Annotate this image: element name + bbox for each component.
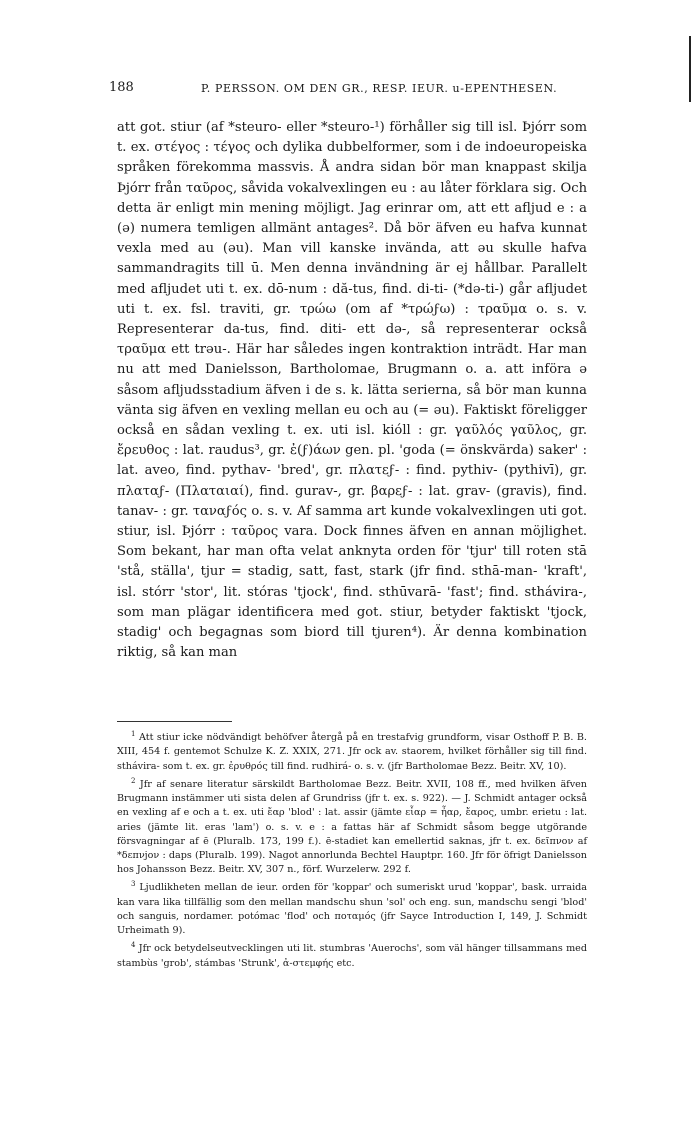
footnote-mark: 1 xyxy=(131,730,136,738)
footnote-text: Ljudlikheten mellan de ieur. orden för 'koppar' och sumeriskt urud 'koppar', bask. urraida kan vara lika tillfällig som den mellan mandschu shun 'sol' och eng. sun, mandschu sengi 'blod' och sanguis, nordamer. potómac 'flod' och ποταμός (jfr Sayce Introduction I, 149, J. Schmidt Urheimath 9). xyxy=(117,882,587,937)
footnote-mark: 3 xyxy=(131,880,136,889)
footnote-1 xyxy=(117,727,587,774)
footnote-text: Att stiur icke nödvändigt behöfver återgå på en trestafvig grundform, visar Osthoff P. B. B. XIII, 454 f. gentemot Schulze K. Z. XXIX, 271. Jfr ock av. staorem, hvilket förhåller sig till find. sthávira- som t. ex. gr. ἐρυθρός till find. rudhirá- o. s. v. (jfr Bartholomae Bezz. Beitr. XV, 10). xyxy=(117,732,587,772)
margin-rule xyxy=(689,36,691,102)
footnote-mark: 2 xyxy=(131,776,136,785)
body-paragraph: att got. stiur (af *steuro- eller *steuro-¹) förhåller sig till isl. Þjórr som t. ex. στέγος : τέγος och dylika dubbelformer, som i de indoeuropeiska språken förekomma massvis. Å andra sidan bör man knappast skilja Þjórr från ταῦρος, såvida vokalvexlingen eu : au låter förklara sig. Och detta är enligt min mening möjligt. Jag erinrar om, att ett afljud e : a (ə) numera temligen allmänt antages². Då bör äfven eu hafva kunnat vexla med au (əu). Man vill kanske invända, att əu skulle hafva sammandragits till ū. Men denna invändning är ej hållbar. Parallelt med afljudet uti t. ex. dō-num : dă-tus, find. di-ti- (*də-ti-) går afljudet uti t. ex. fsl. traviti, gr. τρώω (om af *τρώϝω) : τραῦμα o. s. v. Representerar da-tus, find. diti- ett də-, så representerar också τραῦμα ett trəu-. Här har således ingen kontraktion inträdt. Har man nu att med Danielsson, Bartholomae, Brugmann o. a. att införa ə såsom afljudsstadium äfven i de s. k. lätta serierna, så bör man kunna vänta sig äfven en vexling mellan eu och au (= əu). Faktiskt föreligger också en sådan vexling t. ex. uti isl. kióll : gr. γαῦλός γαῦλος, gr. ἔρευθος : lat. raudus³, gr. ἐ(ϝ)άων gen. pl. 'goda (= önskvärda) saker' : lat. aveo, find. pythav- 'bred', gr. πλατεϝ- : find. pythiv- (pythivī), gr. πλαταϝ- (Πλαταιαί), find. gurav-, gr. βαρεϝ- : lat. grav- (gravis), find. tanav- : gr. ταναϝός o. s. v. Af samma art kunde vokalvexlingen uti got. stiur, isl. Þjórr : ταῦρος vara. Dock finnes äfven en annan möjlighet. Som bekant, har man ofta velat anknyta orden för 'tjur' till roten stā 'stå, ställa', tjur = stadig, satt, fast, stark (jfr find. sthā-man- 'kraft', isl. stórr 'stor', lit. stóras 'tjock', find. sthūvarā- 'fast'; find. sthávira-, som man plägar identificera med got. stiur, betyder faktiskt 'tjock, stadig' och begagnas som biord till tjuren⁴). Är denna kombination riktig, så kan man xyxy=(117,120,588,661)
footnote-divider xyxy=(117,721,232,722)
running-head: P. PERSSON. OM DEN GR., RESP. IEUR. u-EPENTHESEN. xyxy=(201,82,558,95)
page-header xyxy=(109,78,589,98)
page-number: 188 xyxy=(109,80,134,95)
body-text xyxy=(117,118,587,663)
footnote-3 xyxy=(117,877,587,938)
footnote-text: Jfr af senare literatur särskildt Bartholomae Bezz. Beitr. XVII, 108 ff., med hvilken äfven Brugmann instämmer uti sista delen af Grundriss (jfr t. ex. s. 922). — J. Schmidt antager också en vexling af e och a t. ex. uti ἔαρ 'blod' : lat. assir (jämte εἶαρ = ἦαρ, ἔαρος, umbr. erietu : lat. aries (jämte lit. eras 'lam') o. s. v. e : a fattas här af Schmidt såsom begge utgörande försvagningar af ē (Pluralb. 173, 199 f.). ē-stadiet kan emellertid saknas, jfr t. ex. δεῖπνον af *δεπνjον : daps (Pluralb. 199). Nagot annorlunda Bechtel Hauptpr. 160. Jfr för öfrigt Danielsson hos Johansson Bezz. Beitr. XV, 307 n., förf. Wurzelerw. 292 f. xyxy=(117,778,587,876)
footnote-2 xyxy=(117,774,587,878)
footnotes xyxy=(117,727,587,971)
footnote-text: Jfr ock betydelseutvecklingen uti lit. stumbras 'Auerochs', som väl hänger tillsammans med stambùs 'grob', stámbas 'Strunk', ἀ-στεμφής etc. xyxy=(117,943,587,969)
footnote-mark: 4 xyxy=(131,941,136,950)
footnote-4 xyxy=(117,938,587,971)
